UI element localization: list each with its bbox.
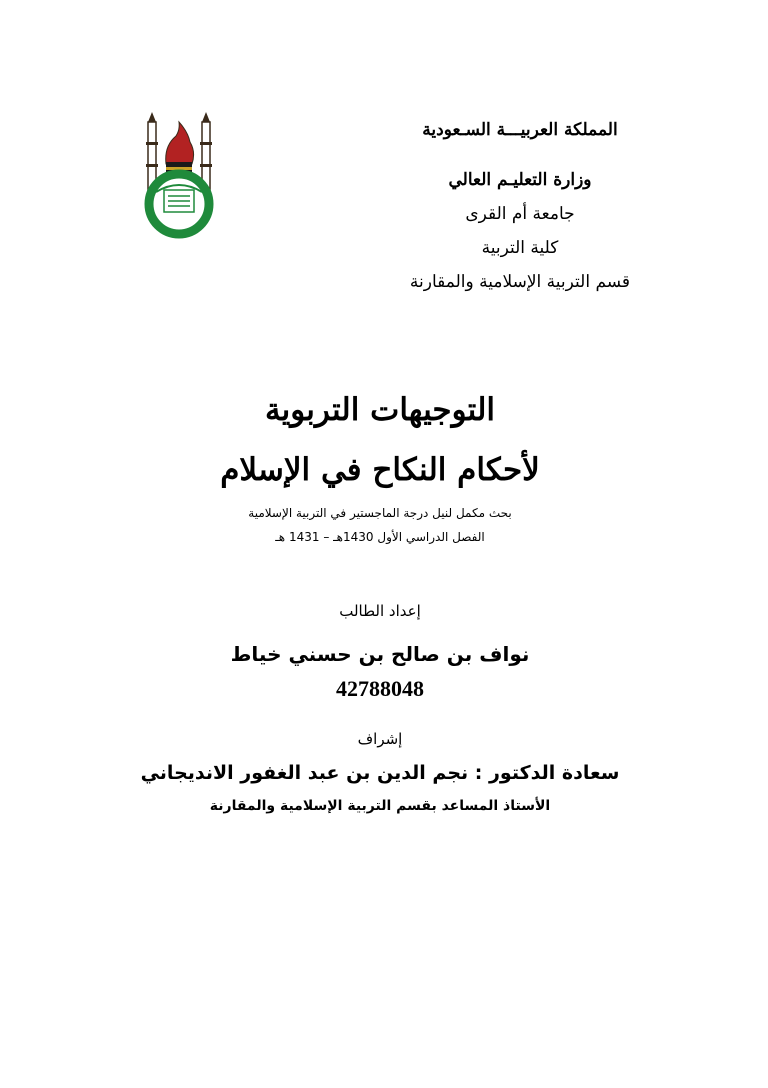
student-id: 42788048 xyxy=(336,676,424,701)
title-line-2: لأحكام النكاح في الإسلام xyxy=(220,452,540,488)
preparation-label: إعداد الطالب xyxy=(339,602,421,620)
title-line-1: التوجيهات التربوية xyxy=(264,392,496,428)
college-name: كلية التربية xyxy=(481,238,559,258)
ministry-name: وزارة التعليـم العالي xyxy=(448,170,592,190)
supervisor-name: سعادة الدكتور : نجم الدين بن عبد الغفور الانديجاني xyxy=(140,762,620,784)
supervision-label: إشراف xyxy=(357,730,403,748)
student-name: نواف بن صالح بن حسني خياط xyxy=(230,642,530,666)
subtitle-semester: الفصل الدراسي الأول 1430هـ – 1431 هـ xyxy=(275,530,485,544)
university-logo-icon xyxy=(136,112,222,240)
subtitle-degree: بحث مكمل لنيل درجة الماجستير في التربية الإسلامية xyxy=(248,506,512,520)
kingdom-name: المملكة العربيـــة السـعودية xyxy=(422,120,618,140)
university-name: جامعة أم القرى xyxy=(465,204,575,224)
supervisor-role: الأستاذ المساعد بقسم التربية الإسلامية والمقارنة xyxy=(209,798,551,814)
department-name: قسم التربية الإسلامية والمقارنة xyxy=(409,272,631,292)
